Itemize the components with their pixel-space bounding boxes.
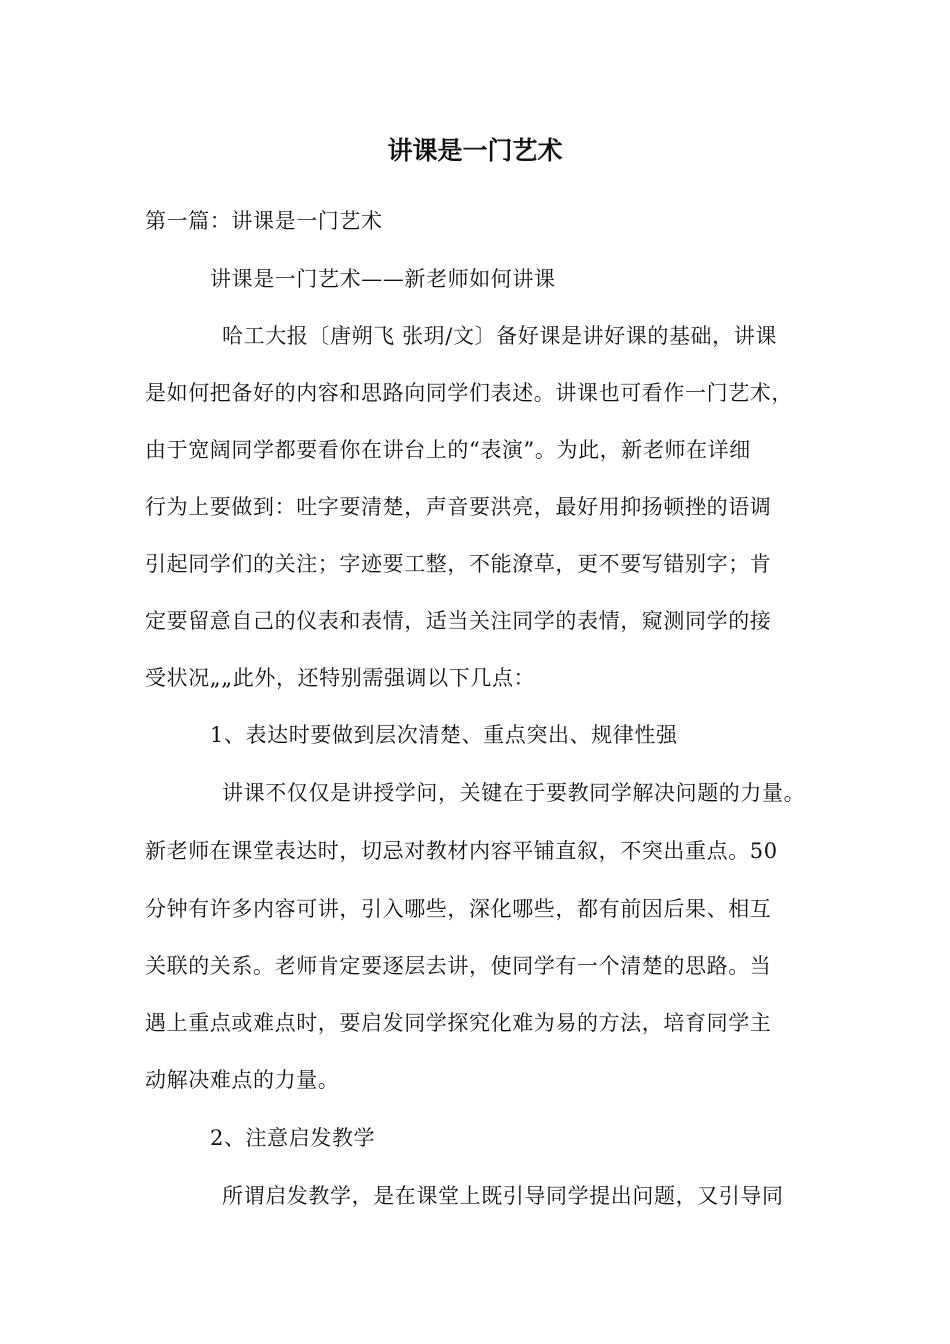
point-1-heading: 1、表达时要做到层次清楚、重点突出、规律性强 <box>210 723 678 747</box>
paragraph-line: 分钟有许多内容可讲，引入哪些，深化哪些，都有前因后果、相互 <box>145 897 772 921</box>
section-heading: 第一篇：讲课是一门艺术 <box>145 209 383 233</box>
point-2-heading: 2、注意启发教学 <box>210 1126 376 1150</box>
paragraph-line: 关联的关系。老师肯定要逐层去讲，使同学有一个清楚的思路。当 <box>145 954 772 978</box>
paragraph-line: 讲课不仅仅是讲授学问，关键在于要教同学解决问题的力量。 <box>222 781 806 805</box>
paragraph-line: 新老师在课堂表达时，切忌对教材内容平铺直叙，不突出重点。50 <box>145 839 778 863</box>
paragraph-line: 行为上要做到：吐字要清楚，声音要洪亮，最好用抑扬顿挫的语调 <box>145 495 772 519</box>
paragraph-line: 动解决难点的力量。 <box>145 1068 340 1092</box>
paragraph-line: 所谓启发教学，是在课堂上既引导同学提出问题，又引导同 <box>222 1184 784 1208</box>
paragraph-line: 遇上重点或难点时，要启发同学探究化难为易的方法，培育同学主 <box>145 1011 772 1035</box>
paragraph-line: 由于宽阔同学都要看你在讲台上的“表演”。为此，新老师在详细 <box>145 438 751 462</box>
paragraph-line: 引起同学们的关注；字迹要工整，不能潦草，更不要写错别字；肯 <box>145 552 772 576</box>
paragraph-line: 是如何把备好的内容和思路向同学们表述。讲课也可看作一门艺术， <box>145 381 793 405</box>
paragraph-line: 受状况„„此外，还特别需强调以下几点： <box>145 666 536 690</box>
paragraph-line: 哈工大报〔唐朔飞 张玥/文〕备好课是讲好课的基础，讲课 <box>222 324 777 348</box>
document-title: 讲课是一门艺术 <box>387 136 563 165</box>
paragraph-line: 定要留意自己的仪表和表情，适当关注同学的表情，窥测同学的接 <box>145 609 772 633</box>
subtitle: 讲课是一门艺术——新老师如何讲课 <box>210 267 556 291</box>
